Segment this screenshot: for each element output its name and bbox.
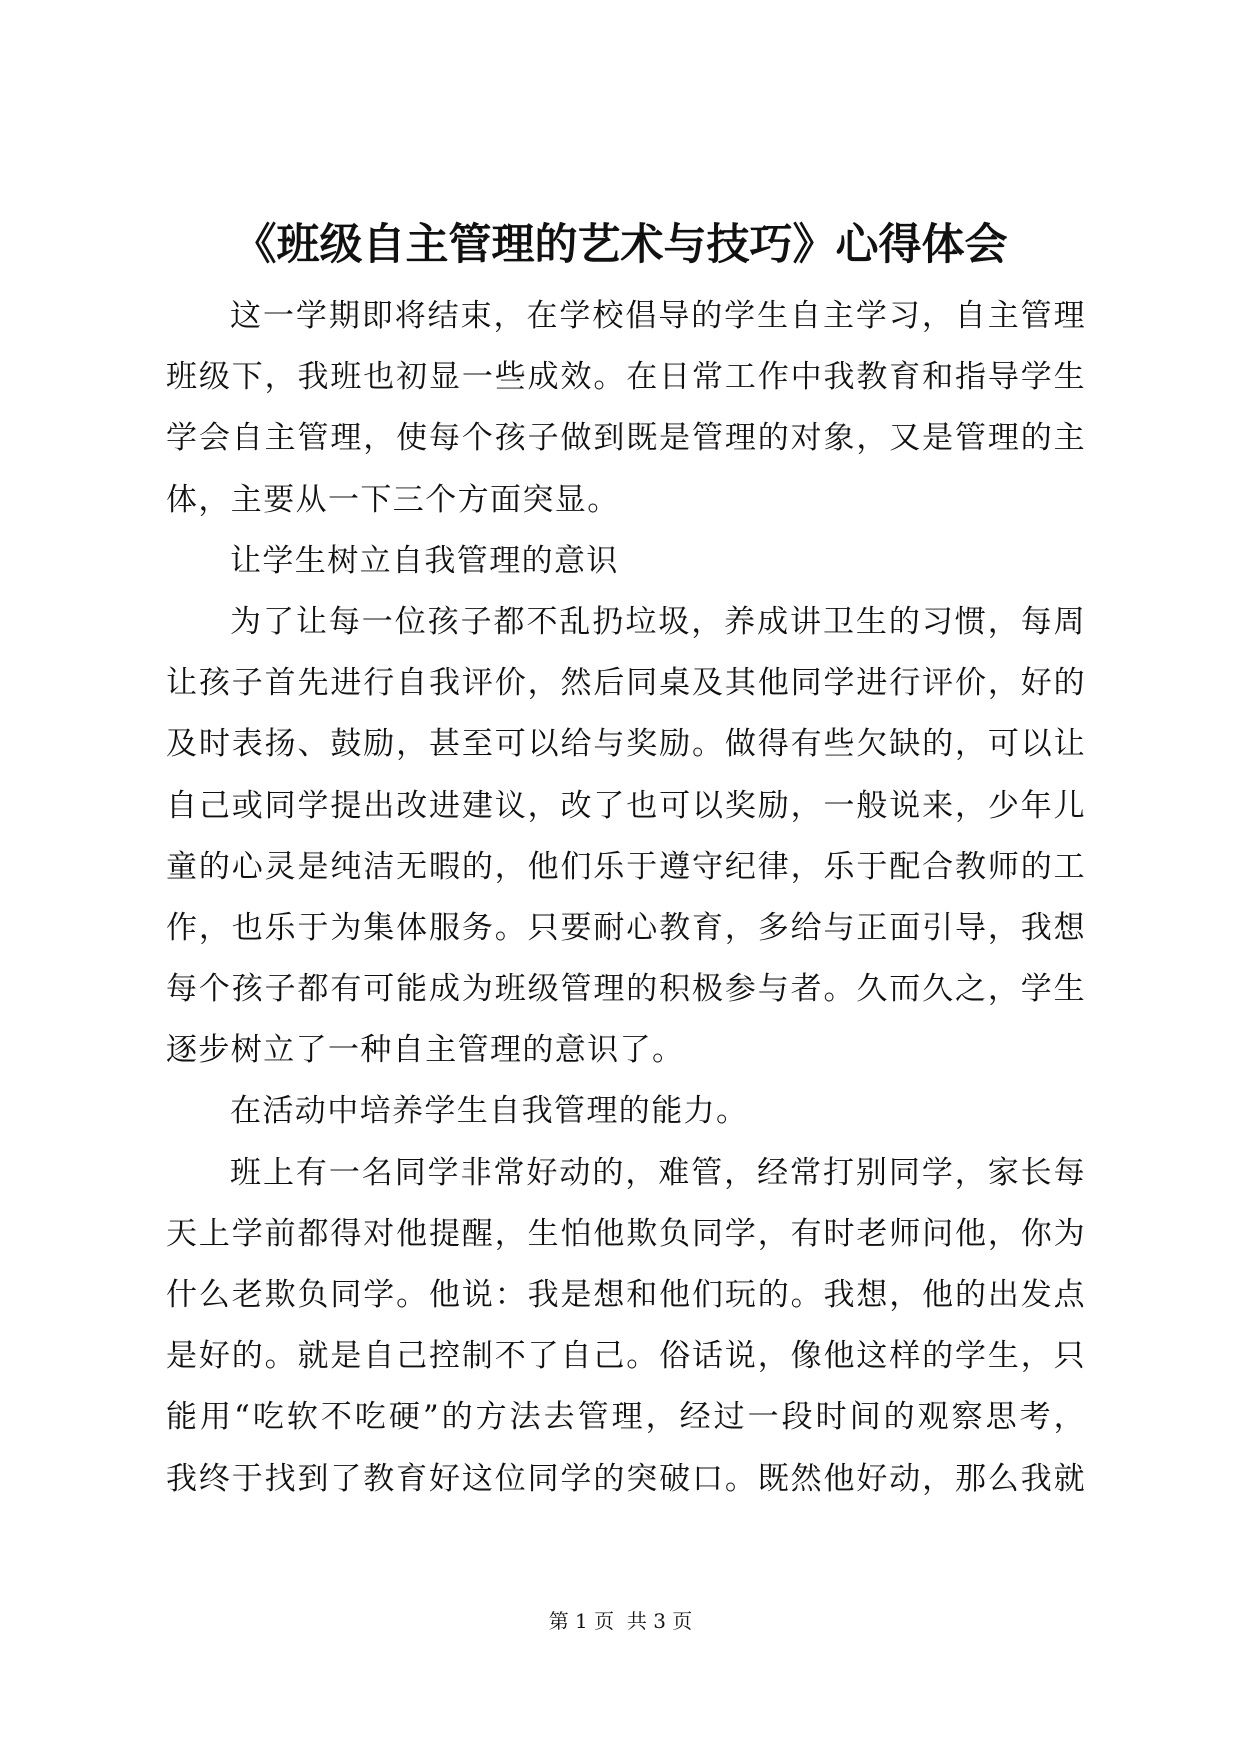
document-title: 《班级自主管理的艺术与技巧》心得体会	[233, 220, 1008, 270]
page-footer: 第 1 页 共 3 页	[548, 1609, 693, 1633]
body-text-line: 这一学期即将结束，在学校倡导的学生自主学习，自主管理	[230, 298, 1086, 334]
body-text-line: 让学生树立自我管理的意识	[230, 542, 619, 579]
body-text-line: 童的心灵是纯洁无暇的，他们乐于遵守纪律，乐于配合教师的工	[166, 848, 1086, 885]
body-text-line: 学会自主管理，使每个孩子做到既是管理的对象，又是管理的主	[166, 420, 1086, 457]
body-text-line: 每个孩子都有可能成为班级管理的积极参与者。久而久之，学生	[166, 971, 1086, 1008]
body-text-line: 是好的。就是自己控制不了自己。俗话说，像他这样的学生，只	[166, 1338, 1086, 1375]
body-text-line: 在活动中培养学生自我管理的能力。	[230, 1093, 749, 1130]
body-text-line: 及时表扬、鼓励，甚至可以给与奖励。做得有些欠缺的，可以让	[166, 726, 1086, 763]
body-text-line: 让孩子首先进行自我评价，然后同桌及其他同学进行评价，好的	[166, 665, 1086, 702]
body-text-line: 逐步树立了一种自主管理的意识了。	[166, 1032, 685, 1069]
body-text-line: 自己或同学提出改进建议，改了也可以奖励，一般说来，少年儿	[166, 787, 1086, 824]
body-text-line: 什么老欺负同学。他说：我是想和他们玩的。我想，他的出发点	[166, 1277, 1086, 1313]
body-text-line: 体，主要从一下三个方面突显。	[166, 481, 620, 518]
body-text-line: 班级下，我班也初显一些成效。在日常工作中我教育和指导学生	[166, 359, 1086, 396]
body-text-line: 为了让每一位孩子都不乱扔垃圾，养成讲卫生的习惯，每周	[230, 603, 1086, 640]
body-text-line: 我终于找到了教育好这位同学的突破口。既然他好动，那么我就	[166, 1460, 1086, 1497]
body-text-line: 作，也乐于为集体服务。只要耐心教育，多给与正面引导，我想	[166, 909, 1086, 946]
body-text-line: 能用“吃软不吃硬”的方法去管理，经过一段时间的观察思考，	[166, 1399, 1086, 1436]
document-body	[166, 286, 1086, 1510]
body-text-line: 天上学前都得对他提醒，生怕他欺负同学，有时老师问他，你为	[166, 1215, 1086, 1252]
body-text-line: 班上有一名同学非常好动的，难管，经常打别同学，家长每	[230, 1154, 1086, 1191]
